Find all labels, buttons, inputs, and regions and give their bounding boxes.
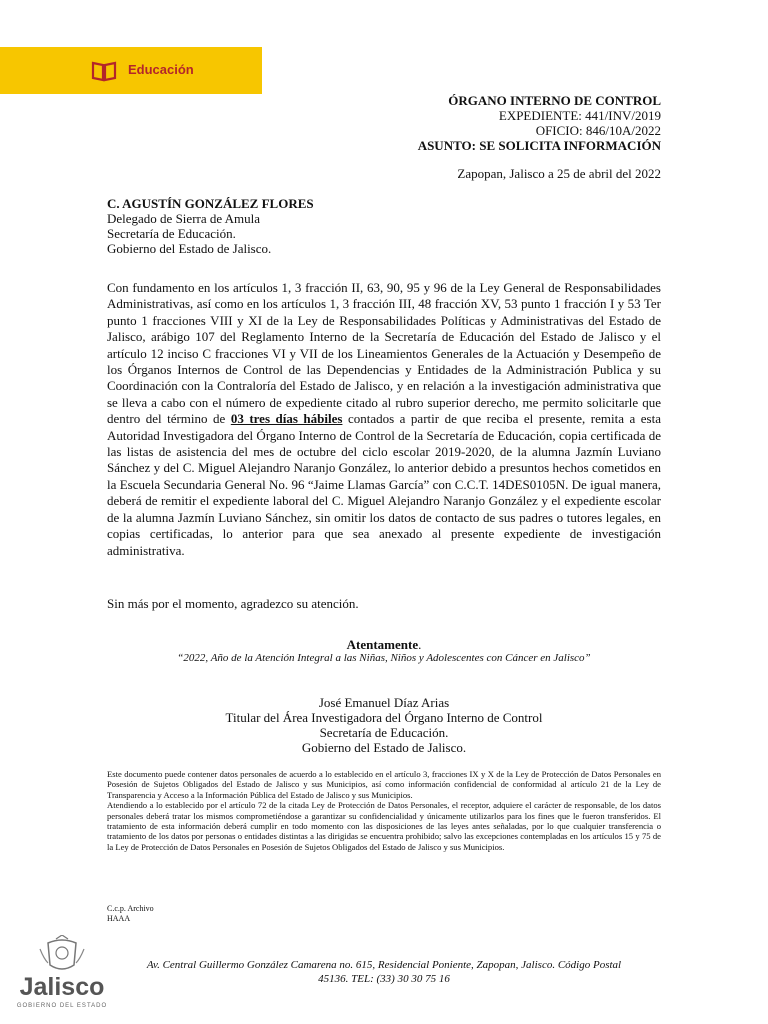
- privacy-notice: [107, 769, 661, 852]
- footer-contact-line: 45136. TEL: (33) 30 30 75 16: [318, 973, 450, 985]
- year-slogan: “2022, Año de la Atención Integral a las Niñas, Niños y Adolescentes con Cáncer en Jalisco”: [177, 652, 591, 664]
- oficio-number: OFICIO: 846/10A/2022: [535, 123, 661, 138]
- education-banner: [0, 47, 262, 94]
- body-text-part2: contados a partir de que reciba el presente, remita a esta Autoridad Investigadora del Órgano Interno de Control de la Secretaría de Educación, copia certificada de las listas de asistencia del mes de octubre del ciclo escolar 2019-2020, de la alumna Jazmín Luviano Sánchez y del C. Miguel Alejandro Naranjo González, lo anterior debido a presuntos hechos cometidos en la Escuela Secundaria General No. 96 “Jaime Llamas García” con C.C.T. 14DES0105N. De igual manera, deberá de remitir el expediente laboral del C. Miguel Alejandro Naranjo González y el expediente escolar de la alumna Jazmín Luviano Sánchez, sin omitir los datos de contacto de sus padres o tutores legales, en copias certificadas, lo anterior para que sea anexado al presente expediente de investigación administrativa.: [107, 411, 661, 558]
- addressee-position: Delegado de Sierra de Amula: [107, 211, 261, 226]
- body-text-part1: Con fundamento en los artículos 1, 3 fracción II, 63, 90, 95 y 96 de la Ley General de Responsabilidades Administrativas, así como en los artículos 1, 3 fracción III, 48 fracción XV, 53 punto 1 fracción I y 53 Ter punto 1 fracciones VIII y XI de la Ley de Responsabilidades Políticas y Administrativas del Estado de Jalisco, arábigo 107 del Reglamento Interno de la Secretaría de Educación del Estado de Jalisco y el artículo 12 inciso C fracciones VI y VII de los Lineamientos Generales de la Actuación y Desempeño de los Órganos Internos de Control de las Dependencias y Entidades de la Administración Publica y su Coordinación con la Contraloría del Estado de Jalisco, y en relación a la investigación administrativa que se lleva a cabo con el número de expediente citado al rubro superior derecho, me permito solicitarle que dentro del término de: [107, 280, 661, 427]
- signer-department: Secretaría de Educación.: [319, 725, 449, 740]
- signature-block: [0, 695, 768, 755]
- ccp-initials: HAAA: [107, 914, 131, 923]
- footer-address: [0, 958, 768, 986]
- gobierno-label: GOBIERNO DEL ESTADO: [16, 1003, 108, 1009]
- addressee-government: Gobierno del Estado de Jalisco.: [107, 241, 272, 256]
- addressee-block: [107, 196, 314, 256]
- addressee-name: C. AGUSTÍN GONZÁLEZ FLORES: [107, 196, 314, 211]
- office-title: ÓRGANO INTERNO DE CONTROL: [448, 93, 661, 108]
- signer-name: José Emanuel Díaz Arias: [318, 695, 450, 710]
- document-header: [418, 93, 661, 153]
- expediente-number: EXPEDIENTE: 441/INV/2019: [498, 108, 661, 123]
- ccp-archive: C.c.p. Archivo: [107, 904, 154, 913]
- carbon-copy: [107, 904, 154, 924]
- privacy-notice-p1: Este documento puede contener datos personales de acuerdo a lo establecido en el artículo 3, fracciones IX y X de la Ley de Protección de Datos Personales en Posesión de Sujetos Obligados del Estado de Jalisco y sus Municipios, así como información confidencial de conformidad al artículo 21 de la Ley de Transparencia y Acceso a la Información Pública del Estado de Jalisco y sus Municipios.: [107, 769, 661, 800]
- addressee-department: Secretaría de Educación.: [107, 226, 236, 241]
- body-paragraph: [107, 280, 661, 559]
- closing-line: Sin más por el momento, agradezco su atención.: [107, 596, 359, 611]
- education-label: Educación: [128, 62, 194, 77]
- atentamente-label: Atentamente: [346, 637, 419, 652]
- jalisco-wordmark: Jalisco: [19, 973, 105, 1001]
- deadline-emphasis: 03 tres días hábiles: [230, 411, 343, 427]
- sign-off: Atentamente.: [346, 637, 422, 652]
- subject-line: ASUNTO: SE SOLICITA INFORMACIÓN: [417, 138, 661, 153]
- document-date: Zapopan, Jalisco a 25 de abril del 2022: [457, 166, 661, 181]
- privacy-notice-p2: Atendiendo a lo establecido por el artículo 72 de la citada Ley de Protección de Datos Personales, el receptor, adquiere el carácter de responsable, de los datos personales deberá tratar los mismos comprometiéndose a garantizar su confidencialidad y únicamente utilizarlos para los fines que le fueron transferidos. El tratamiento de esta información deberá cumplir en todo momento con las disposiciones de las leyes antes señaladas, por lo que cualquier transferencia o tratamiento de los datos por personas o entidades distintas a las dirigidas se encuentra prohibido; salvo las excepciones contempladas en los artículos 15 y 75 de la Ley de Protección de Datos Personales en Posesión de Sujetos Obligados del Estado de Jalisco y sus Municipios.: [107, 800, 661, 852]
- signer-title: Titular del Área Investigadora del Órgano Interno de Control: [225, 710, 543, 725]
- signer-government: Gobierno del Estado de Jalisco.: [301, 740, 467, 755]
- book-icon: [91, 60, 117, 82]
- footer-address-line: Av. Central Guillermo González Camarena no. 615, Residencial Poniente, Zapopan, Jalisco. Código Postal: [146, 959, 622, 971]
